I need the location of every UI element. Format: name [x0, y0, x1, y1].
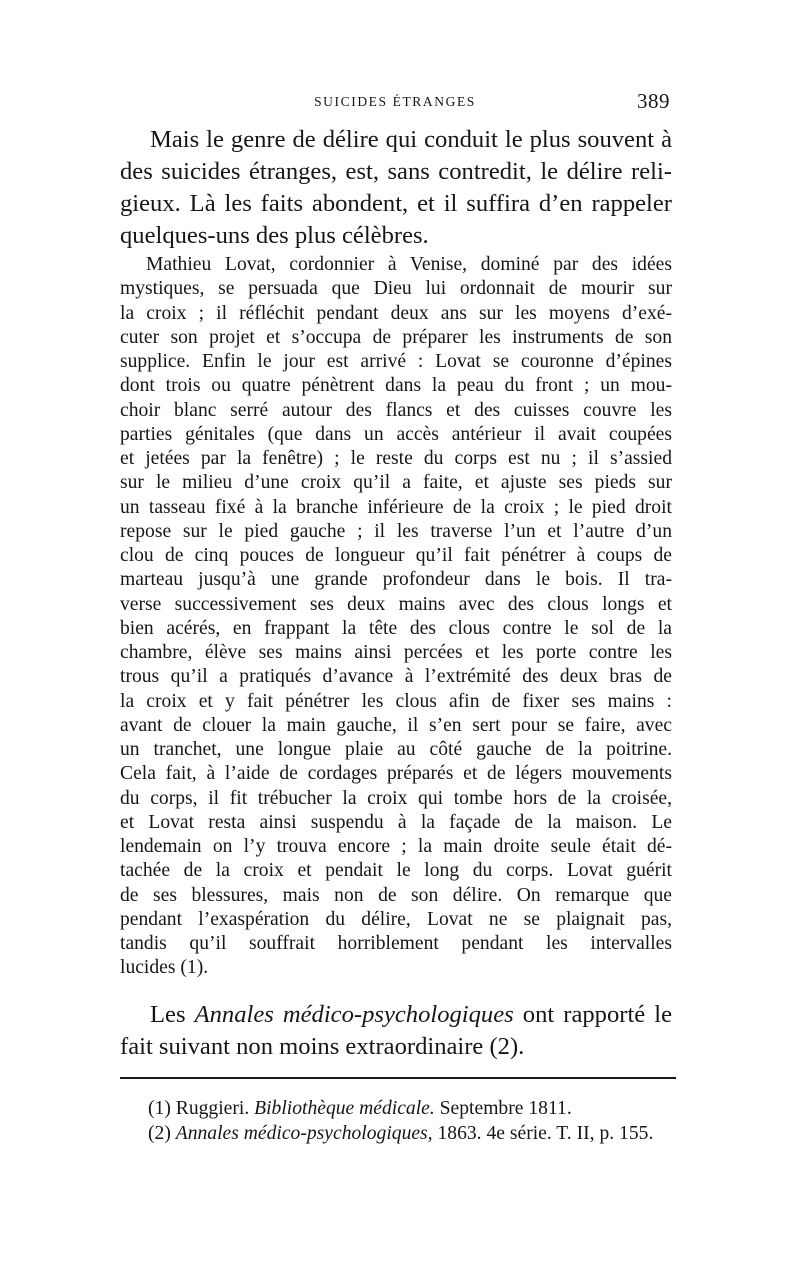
- text-line: de ses blessures, mais non de son délire. On remarque que: [120, 884, 672, 906]
- page-number: 389: [637, 89, 670, 113]
- footnote-marker: (2): [148, 1122, 176, 1144]
- text-line: lendemain on l’y trouva encore ; la main droite seule était dé-: [120, 836, 672, 857]
- text-line: et Lovat resta ainsi suspendu à la façade de la maison. Le: [120, 811, 672, 833]
- text-line: chambre, élève ses mains ainsi percées et les porte contre les: [120, 642, 672, 663]
- text-line: [120, 999, 672, 1031]
- text-line: parties génitales (que dans un accès antérieur il avait coupées: [120, 423, 672, 445]
- text-line: des suicides étranges, est, sans contredit, le délire reli-: [120, 158, 672, 185]
- text-line: tandis qu’il souffrait horriblement pendant les intervalles: [120, 933, 672, 954]
- paragraph-intro: [120, 124, 672, 252]
- text-line: choir blanc serré autour des flancs et des cuisses couvre les: [120, 399, 672, 421]
- footnote-2: [148, 1122, 678, 1147]
- text-line: Cela fait, à l’aide de cordages préparés et de légers mouvements: [120, 763, 672, 785]
- text-line: bien acérés, en frappant la tête des clous contre le sol de la: [120, 617, 672, 639]
- text-line: un tasseau fixé à la branche inférieure de la croix ; le pied droit: [120, 496, 672, 518]
- text-line: mystiques, se persuada que Dieu lui ordonnait de mourir sur: [120, 278, 672, 300]
- footnotes: [148, 1097, 678, 1146]
- paragraph-annales: [120, 999, 672, 1063]
- text-line: tachée de la croix et pendait le long du corps. Lovat guérit: [120, 860, 672, 882]
- footnote-title: Bibliothèque médicale.: [254, 1098, 435, 1119]
- text-line: la croix et y fait pénétrer les clous afin de fixer ses mains :: [120, 690, 672, 712]
- text-line: sur le milieu d’une croix qu’il a faite, et ajuste ses pieds sur: [120, 472, 672, 494]
- text-line: repose sur le pied gauche ; il les traverse l’un et l’autre d’un: [120, 520, 672, 542]
- text-line: fait suivant non moins extraordinaire (2).: [120, 1033, 525, 1060]
- text-line: du corps, il fit trébucher la croix qui tombe hors de la croisée,: [120, 787, 672, 809]
- text-line: verse successivement ses deux mains avec des clous longs et: [120, 593, 672, 615]
- footnote-1: [148, 1097, 678, 1122]
- text-line: un tranchet, une longue plaie au côté gauche de la poitrine.: [120, 739, 672, 760]
- text-line: trous qu’il a pratiqués d’avance à l’extrémité des deux bras de: [120, 666, 672, 688]
- text-line: lucides (1).: [120, 957, 209, 979]
- text-line: supplice. Enfin le jour est arrivé : Lovat se couronne d’épines: [120, 351, 672, 372]
- footnote-marker: (1) Ruggieri.: [148, 1098, 255, 1119]
- text-line: avant de clouer la main gauche, il s’en sert pour se faire, avec: [120, 714, 672, 736]
- text-line: cuter son projet et s’occupa de préparer les instruments de son: [120, 326, 672, 348]
- page-header: [120, 89, 670, 115]
- text-line: Mathieu Lovat, cordonnier à Venise, dominé par des idées: [146, 254, 672, 275]
- text-line: clou de cinq pouces de longueur qu’il fait pénétrer à coups de: [120, 545, 672, 566]
- text-line: et jetées par la fenêtre) ; le reste du corps est nu ; il s’assied: [120, 448, 672, 469]
- text-line: dont trois ou quatre pénètrent dans la peau du front ; un mou-: [120, 375, 672, 397]
- text-fragment: Les: [150, 1001, 195, 1028]
- paragraph-lovat-case: [120, 253, 672, 981]
- text-line: Mais le genre de délire qui conduit le plus souvent à: [150, 126, 672, 153]
- footnote-text: Septembre 1811.: [434, 1098, 572, 1119]
- text-fragment: ont rapporté le: [513, 1001, 672, 1028]
- footnote-divider: [120, 1077, 676, 1079]
- text-line: gieux. Là les faits abondent, et il suffira d’en rappeler: [120, 190, 672, 217]
- running-title: SUICIDES ÉTRANGES: [314, 94, 476, 109]
- text-line: la croix ; il réfléchit pendant deux ans sur les moyens d’exé-: [120, 302, 672, 324]
- text-line: quelques-uns des plus célèbres.: [120, 222, 429, 249]
- footnote-text: 1863. 4e série. T. II, p. 155.: [432, 1122, 654, 1144]
- text-line: pendant l’exaspération du délire, Lovat ne se plaignait pas,: [120, 908, 672, 930]
- text-line: marteau jusqu’à une grande profondeur dans le bois. Il tra-: [120, 569, 672, 591]
- journal-title: Annales médico-psychologiques: [194, 1001, 514, 1028]
- footnote-title: Annales médico-psychologiques,: [175, 1122, 433, 1144]
